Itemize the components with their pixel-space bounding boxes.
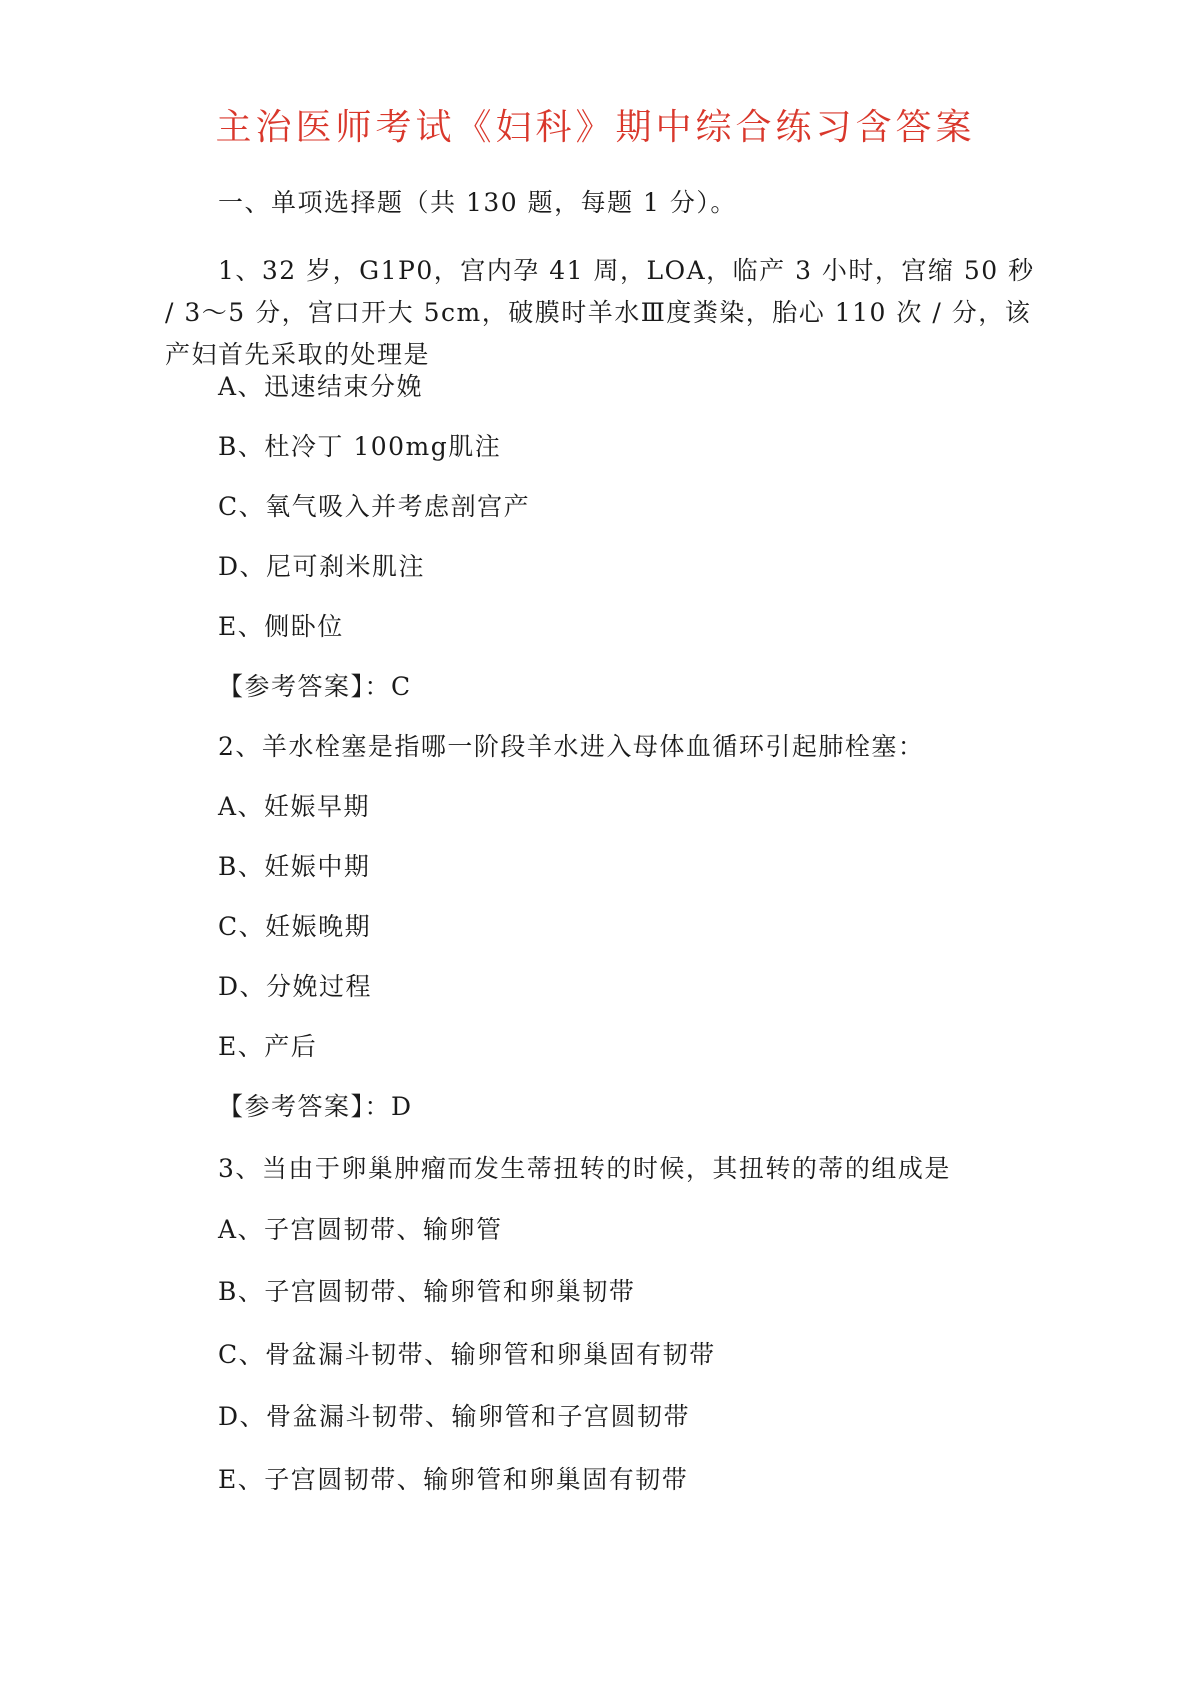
question-1-option-e: E、侧卧位 (218, 612, 344, 641)
question-3-option-e: E、子宫圆韧带、输卵管和卵巢固有韧带 (218, 1465, 689, 1494)
question-1-option-d: D、尼可刹米肌注 (218, 552, 426, 581)
question-1-stem: 1、32 岁，G1P0，宫内孕 41 周，LOA，临产 3 小时，宫缩 50 秒 / 3～5 分，宫口开大 5cm，破膜时羊水Ⅲ度粪染，胎心 110 次 / 分，该产妇首先采取的处理是 (165, 256, 1035, 369)
section-heading: 一、单项选择题（共 130 题，每题 1 分）。 (218, 188, 737, 217)
question-3-stem: 3、当由于卵巢肿瘤而发生蒂扭转的时候，其扭转的蒂的组成是 (218, 1154, 951, 1183)
question-1-option-c: C、氧气吸入并考虑剖宫产 (218, 492, 531, 521)
question-1-option-b: B、杜冷丁 100mg肌注 (218, 432, 502, 461)
question-2-option-e: E、产后 (218, 1032, 318, 1061)
question-1-option-a: A、迅速结束分娩 (218, 372, 424, 401)
question-3-option-c: C、骨盆漏斗韧带、输卵管和卵巢固有韧带 (218, 1340, 716, 1369)
question-1-answer: 【参考答案】：C (218, 672, 412, 701)
question-3-option-a: A、子宫圆韧带、输卵管 (218, 1215, 503, 1244)
question-2-option-a: A、妊娠早期 (218, 792, 371, 821)
question-2-option-c: C、妊娠晚期 (218, 912, 372, 941)
question-2-stem: 2、羊水栓塞是指哪一阶段羊水进入母体血循环引起肺栓塞： (218, 732, 925, 761)
document-title: 主治医师考试《妇科》期中综合练习含答案 (215, 107, 976, 148)
question-2-option-d: D、分娩过程 (218, 972, 373, 1001)
question-2-answer: 【参考答案】：D (218, 1092, 413, 1121)
question-2-option-b: B、妊娠中期 (218, 852, 371, 881)
question-3-option-b: B、子宫圆韧带、输卵管和卵巢韧带 (218, 1277, 636, 1306)
question-3-option-d: D、骨盆漏斗韧带、输卵管和子宫圆韧带 (218, 1402, 691, 1431)
